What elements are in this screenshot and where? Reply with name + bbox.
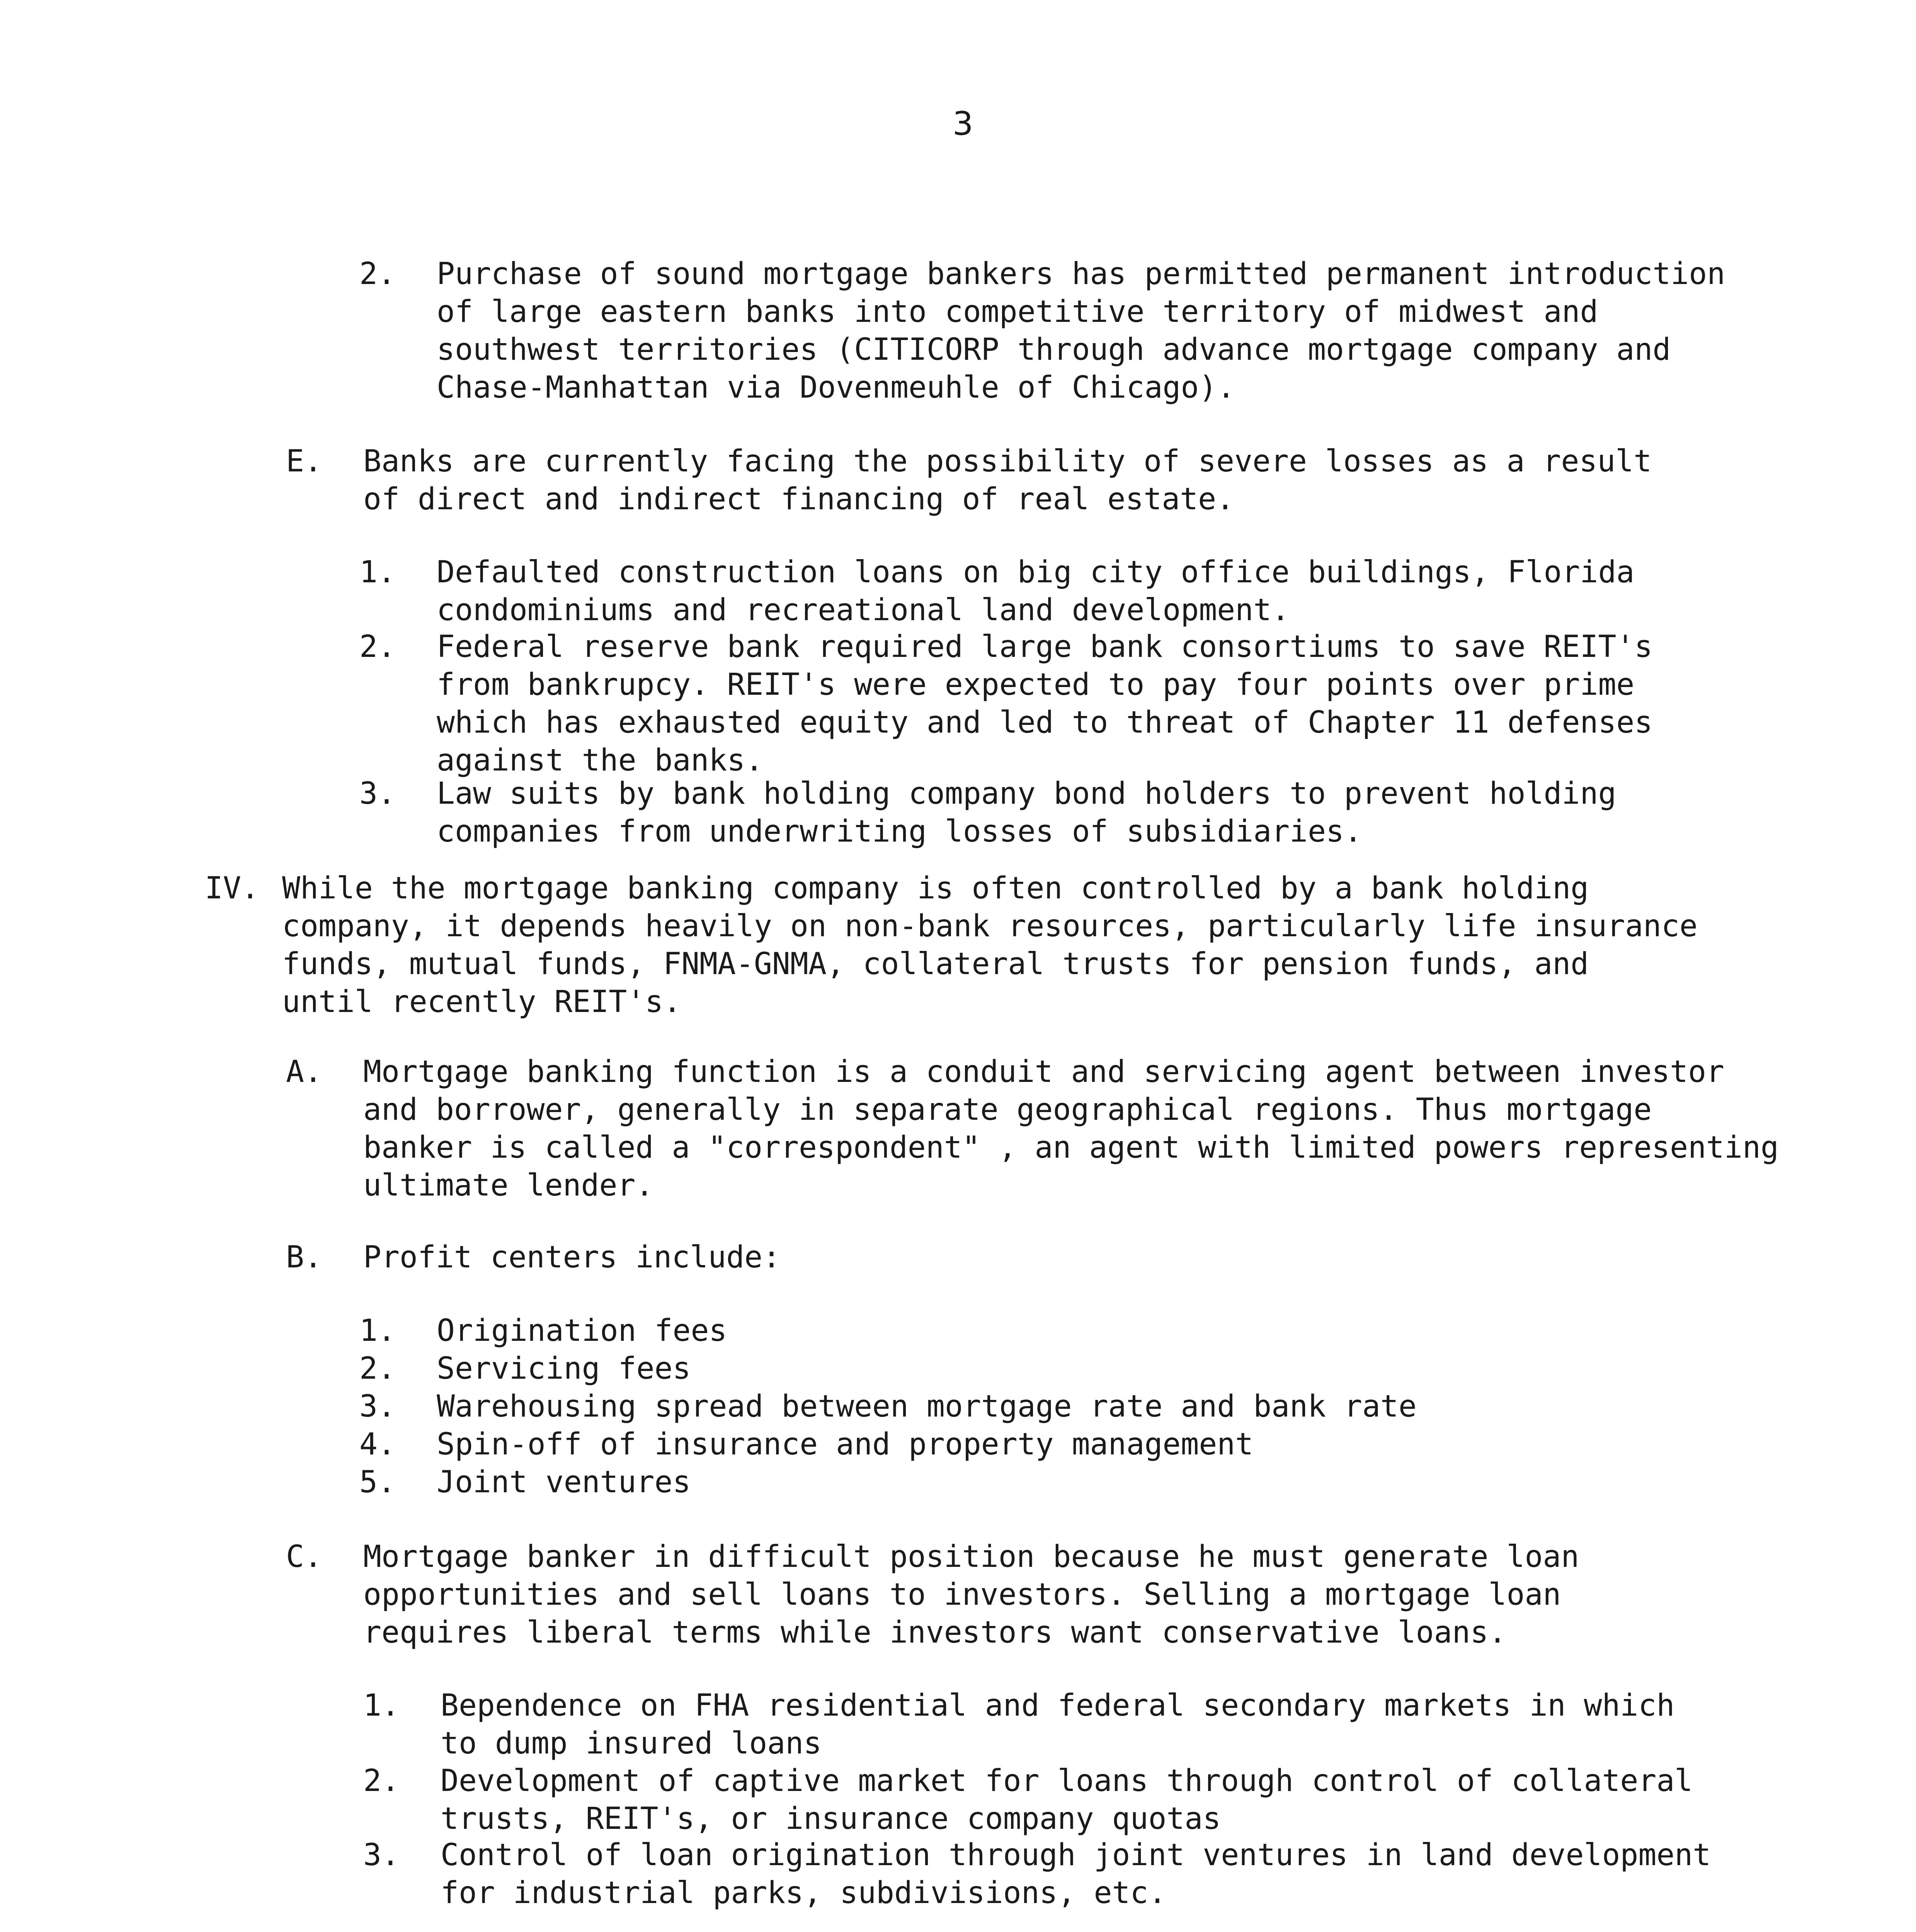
outline-item-c-2 <box>363 1762 1878 1838</box>
outline-item-text: Law suits by bank holding company bond holders to prevent holding companies from underwriting losses of subsidiaries. <box>437 776 1617 849</box>
outline-item-label: A. <box>286 1054 322 1089</box>
outline-item-label: IV. <box>205 871 259 906</box>
outline-item-b <box>286 1238 1870 1276</box>
outline-item-text: Banks are currently facing the possibility of severe losses as a result of direct and indirect financing of real estate. <box>363 444 1652 517</box>
outline-item-label: 1. <box>363 1688 400 1723</box>
outline-item-label: 2. <box>359 1351 396 1386</box>
outline-item-e-2 <box>359 628 1874 779</box>
outline-item-text: Mortgage banking function is a conduit and servicing agent between investor and borrower, generally in separate geographical regions. Thus mortgage banker is called a "correspondent" , an agent with limited powers representing ultimate lender. <box>363 1054 1779 1203</box>
outline-item-text: Federal reserve bank required large bank consortiums to save REIT's from bankrupcy. REIT's were expected to pay four points over prime which has exhausted equity and led to threat of Chapter 11 defenses against the banks. <box>437 629 1653 778</box>
outline-item-label: 1. <box>359 555 396 590</box>
outline-item-label: 2. <box>359 629 396 664</box>
outline-item-text: Mortgage banker in difficult position because he must generate loan opportunities and sell loans to investors. Selling a mortgage loan requires liberal terms while investors want conservative loans. <box>363 1539 1579 1650</box>
outline-item-text: While the mortgage banking company is often controlled by a bank holding company, it depends heavily on non-bank resources, particularly life insurance funds, mutual funds, FNMA-GNMA, collateral trusts for pension funds, and until recently REIT's. <box>282 871 1698 1019</box>
outline-item-label: 3. <box>359 776 396 811</box>
outline-item-text: Defaulted construction loans on big city office buildings, Florida condominiums and recreational land development. <box>437 555 1635 628</box>
outline-item-label: 1. <box>359 1313 396 1348</box>
outline-item-a <box>286 1053 1901 1204</box>
outline-item-b-2 <box>359 1350 1874 1388</box>
outline-item-text: Profit centers include: <box>363 1240 781 1275</box>
page-number: 3 <box>953 105 973 143</box>
outline-item-label: C. <box>286 1539 322 1574</box>
outline-item-e <box>286 442 1870 518</box>
outline-item-label: 3. <box>363 1838 400 1872</box>
outline-item-label: 2. <box>363 1764 400 1798</box>
outline-item-b-4 <box>359 1425 1874 1463</box>
outline-item-label: 2. <box>359 257 396 291</box>
outline-item-b-5 <box>359 1463 1874 1501</box>
outline-item-b-1 <box>359 1312 1874 1350</box>
outline-item-text: Purchase of sound mortgage bankers has permitted permanent introduction of large eastern banks into competitive territory of midwest and southwest territories (CITICORP through advance mortgage company and Chase-Manhattan via Dovenmeuhle of Chicago). <box>437 257 1725 405</box>
outline-item-text: Control of loan origination through joint ventures in land development for industrial parks, subdivisions, etc. <box>441 1838 1711 1910</box>
outline-item-label: 3. <box>359 1389 396 1424</box>
outline-item-text: Spin-off of insurance and property management <box>437 1427 1254 1462</box>
outline-item-e-1 <box>359 553 1874 629</box>
outline-item-label: E. <box>286 444 322 479</box>
outline-item-text: Bependence on FHA residential and federal secondary markets in which to dump insured loans <box>441 1688 1675 1761</box>
outline-item-iv <box>205 869 1886 1021</box>
outline-item-c <box>286 1538 1870 1651</box>
outline-item-text: Development of captive market for loans through control of collateral trusts, REIT's, or insurance company quotas <box>441 1764 1693 1836</box>
outline-item-text: Origination fees <box>437 1313 727 1348</box>
outline-item-b-3 <box>359 1388 1874 1425</box>
outline-item-2 <box>359 255 1874 406</box>
outline-item-label: 4. <box>359 1427 396 1462</box>
outline-item-label: B. <box>286 1240 322 1275</box>
outline-item-text: Warehousing spread between mortgage rate and bank rate <box>437 1389 1417 1424</box>
outline-item-label: 5. <box>359 1465 396 1500</box>
outline-item-text: Servicing fees <box>437 1351 691 1386</box>
outline-item-e-3 <box>359 775 1874 850</box>
outline-item-text: Joint ventures <box>437 1465 691 1500</box>
outline-item-c-1 <box>363 1687 1878 1762</box>
outline-item-c-3 <box>363 1836 1878 1912</box>
